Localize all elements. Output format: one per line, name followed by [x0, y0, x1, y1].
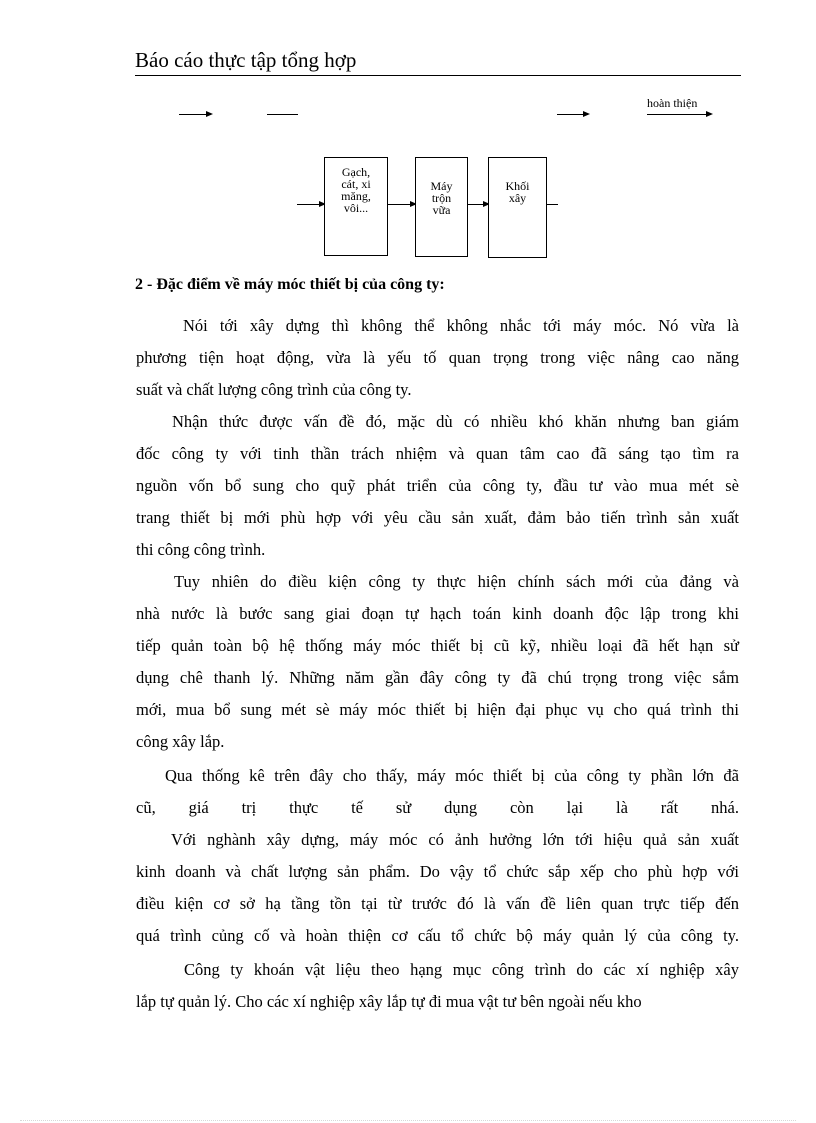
paragraph-line: công xây lắp. — [136, 732, 225, 751]
paragraph-line: dụng chê thanh lý. Những năm gần đây công ty đã chú trọng trong việc sắm — [136, 668, 739, 687]
diagram-box-wall: Khối xây — [488, 157, 547, 258]
paragraph-line: thi công công trình. — [136, 540, 266, 559]
top-label-hoan-thien: hoàn thiện — [647, 96, 698, 110]
section-heading: 2 - Đặc điểm về máy móc thiết bị của công ty: — [135, 276, 445, 293]
paragraph-line: cũ, giá trị thực tế sử dụng còn lại là rất nhá. — [136, 798, 739, 817]
paragraph-line: nguồn vốn bổ sung cho quỹ phát triển của công ty, đầu tư vào mua mét sè — [136, 476, 739, 495]
paragraph-line: mới, mua bổ sung mét sè máy móc thiết bị hiện đại phục vụ cho quá trình thi — [136, 700, 739, 719]
header-rule — [135, 75, 741, 76]
paragraph-line: nhà nước là bước sang giai đoạn tự hạch toán kinh doanh độc lập trong khi — [136, 604, 739, 623]
diagram-arrow-1 — [388, 204, 415, 205]
top-line-2 — [267, 114, 298, 115]
paragraph-line: suất và chất lượng công trình của công ty. — [136, 380, 412, 399]
paragraph-line: quá trình củng cố và hoàn thiện cơ cấu tổ chức bộ máy quản lý của công ty. — [136, 926, 739, 945]
top-arrow-4 — [647, 114, 711, 115]
diagram-box-materials: Gạch, cát, xi măng, vôi... — [324, 157, 388, 256]
paragraph-line: kinh doanh và chất lượng sản phẩm. Do vậy tổ chức sắp xếp cho phù hợp với — [136, 862, 739, 881]
page-header-title: Báo cáo thực tập tổng hợp — [135, 48, 357, 72]
paragraph-1 — [136, 310, 739, 406]
paragraph-line: Nhận thức được vấn đề đó, mặc dù có nhiều khó khăn nhưng ban giám — [172, 412, 739, 431]
diagram-output-line — [547, 204, 558, 205]
paragraph-3 — [136, 566, 739, 758]
page-bottom-border — [20, 1120, 796, 1121]
top-arrow-1 — [179, 114, 211, 115]
paragraph-line: Với nghành xây dựng, máy móc có ảnh hưởng lớn tới hiệu quả sản xuất — [171, 830, 739, 849]
paragraph-line: điều kiện cơ sở hạ tầng tồn tại từ trước đó là vấn đề liên quan trực tiếp đến — [136, 894, 739, 913]
top-arrow-3 — [557, 114, 588, 115]
paragraph-line: Tuy nhiên do điều kiện công ty thực hiện chính sách mới của đảng và — [174, 572, 739, 591]
paragraph-line: Qua thống kê trên đây cho thấy, máy móc thiết bị của công ty phần lớn đã — [165, 766, 739, 785]
paragraph-line: tiếp quản toàn bộ hệ thống máy móc thiết bị cũ kỹ, nhiều loại đã hết hạn sử — [136, 636, 739, 655]
diagram-box-mixer: Máy trộn vữa — [415, 157, 468, 257]
paragraph-line: trang thiết bị mới phù hợp với yêu cầu sản xuất, đảm bảo tiến trình sản xuất — [136, 508, 739, 527]
paragraph-5 — [136, 954, 739, 1018]
paragraph-line: lắp tự quản lý. Cho các xí nghiệp xây lắp tự đi mua vật tư bên ngoài nếu kho — [136, 992, 642, 1011]
paragraph-line: đốc công ty với tinh thần trách nhiệm và quan tâm cao đã sáng tạo tìm ra — [136, 444, 739, 463]
paragraph-line: Nói tới xây dựng thì không thể không nhắc tới máy móc. Nó vừa là — [183, 316, 739, 335]
diagram-arrow-2 — [468, 204, 488, 205]
diagram-input-arrow — [297, 204, 324, 205]
paragraph-line: Công ty khoán vật liệu theo hạng mục công trình do các xí nghiệp xây — [184, 960, 739, 979]
paragraph-4 — [136, 760, 739, 952]
paragraph-2 — [136, 406, 739, 566]
paragraph-line: phương tiện hoạt động, vừa là yếu tố quan trọng trong việc nâng cao năng — [136, 348, 739, 367]
